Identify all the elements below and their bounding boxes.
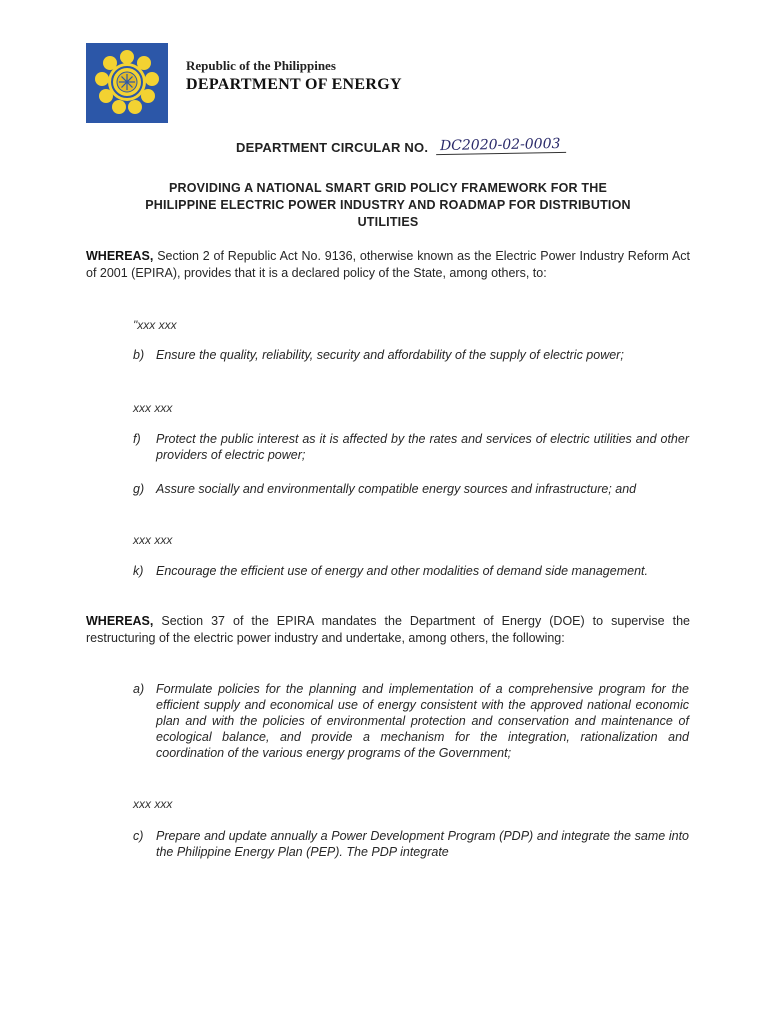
whereas-text: Section 37 of the EPIRA mandates the Department of Energy (DOE) to supervise the restructuring of the electric power industry and undertake, among others, the following: bbox=[86, 614, 690, 645]
omission-marker: xxx xxx bbox=[133, 401, 173, 415]
document-title bbox=[86, 180, 690, 231]
omission-marker: "xxx xxx bbox=[133, 318, 177, 332]
list-item-f bbox=[133, 431, 689, 463]
circular-number-line bbox=[236, 135, 566, 157]
list-text: Ensure the quality, reliability, security and affordability of the supply of electric power; bbox=[156, 348, 624, 362]
list-item-g bbox=[133, 481, 689, 497]
title-line-2: PHILIPPINE ELECTRIC POWER INDUSTRY AND ROADMAP FOR DISTRIBUTION bbox=[145, 198, 631, 212]
list-marker: f) bbox=[133, 432, 141, 446]
republic-line: Republic of the Philippines bbox=[186, 58, 336, 73]
list-marker: a) bbox=[133, 682, 145, 696]
list-item-c bbox=[133, 828, 689, 860]
title-line-1: PROVIDING A NATIONAL SMART GRID POLICY FRAMEWORK FOR THE bbox=[168, 181, 608, 195]
list-text: Prepare and update annually a Power Development Program (PDP) and integrate the same into the Philippine Energy Plan (PEP). The PDP integrate bbox=[156, 829, 689, 859]
list-text: Assure socially and environmentally compatible energy sources and infrastructure; and bbox=[156, 482, 637, 496]
agency-header bbox=[186, 58, 402, 94]
list-text: Protect the public interest as it is affected by the rates and services of electric utilities and other providers of electric power; bbox=[156, 432, 689, 462]
omission-marker: xxx xxx bbox=[133, 533, 173, 547]
list-marker: g) bbox=[133, 482, 145, 496]
list-text: Formulate policies for the planning and implementation of a comprehensive program for the efficient supply and economical use of energy consistent with the approved national economic plan and with the policies of environmental protection and conservation and maintenance of ecological balance, and provide a mechanism for the integration, rationalization and coordination of the various energy programs of the Government; bbox=[156, 682, 689, 760]
list-item-b bbox=[133, 347, 689, 363]
list-item-k bbox=[133, 563, 689, 579]
list-marker: k) bbox=[133, 564, 144, 578]
circular-label: DEPARTMENT CIRCULAR NO. bbox=[236, 140, 429, 155]
list-marker: b) bbox=[133, 348, 145, 362]
list-text: Encourage the efficient use of energy and other modalities of demand side management. bbox=[156, 564, 648, 578]
doe-seal-logo bbox=[86, 43, 168, 123]
omission-marker: xxx xxx bbox=[133, 797, 173, 811]
title-line-3: UTILITIES bbox=[357, 215, 419, 229]
whereas-lead: WHEREAS, bbox=[86, 614, 154, 628]
circular-number-handwritten: DC2020-02-0003 bbox=[436, 136, 567, 155]
department-name: DEPARTMENT OF ENERGY bbox=[186, 76, 402, 93]
whereas-paragraph-2 bbox=[86, 613, 690, 647]
whereas-paragraph-1 bbox=[86, 248, 690, 282]
whereas-text: Section 2 of Republic Act No. 9136, otherwise known as the Electric Power Industry Reform Act of 2001 (EPIRA), provides that it is a declared policy of the State, among others, to: bbox=[86, 249, 690, 280]
list-item-a bbox=[133, 681, 689, 761]
list-marker: c) bbox=[133, 829, 144, 843]
whereas-lead: WHEREAS, bbox=[86, 249, 154, 263]
